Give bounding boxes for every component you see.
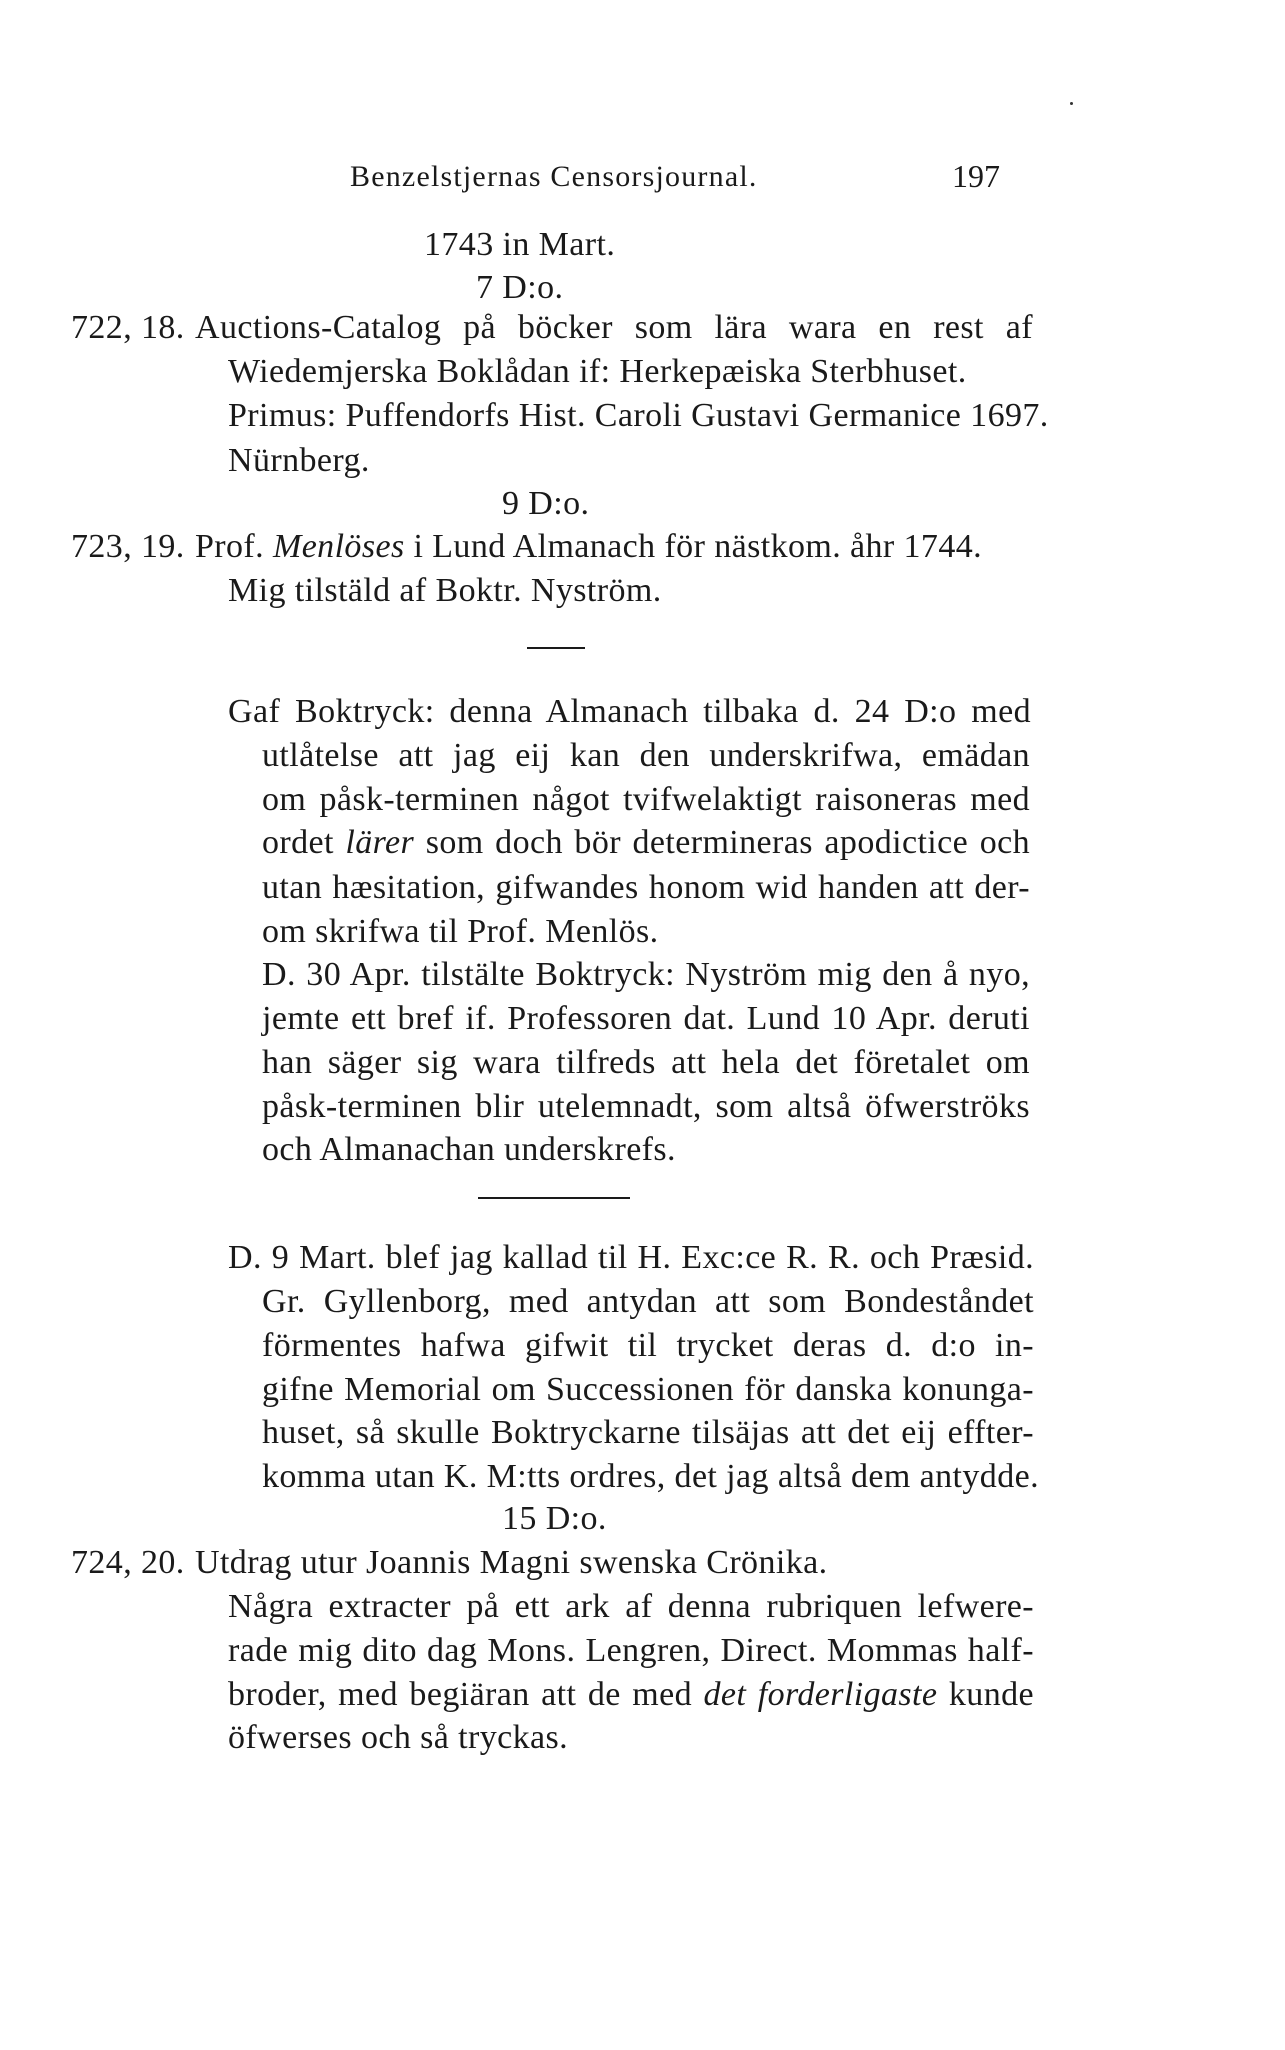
- entry-722-line-3: Primus: Puffendorfs Hist. Caroli Gustavi Germanice 1697.: [228, 397, 1049, 434]
- date-heading-9: 9 D:o.: [502, 485, 590, 522]
- note-1-line-3: om påsk-terminen något tvifwelaktigt raisoneras med: [262, 781, 1030, 818]
- entry-724-line-4: [228, 1675, 1034, 1715]
- entry-724-text-a: broder, med begiäran att de med: [228, 1676, 693, 1713]
- entry-722-line-4: Nürnberg.: [228, 442, 370, 479]
- entry-722-line-1: Auctions-Catalog på böcker som lära wara en rest af: [195, 309, 1033, 346]
- running-title: Benzelstjernas Censorsjournal.: [350, 160, 758, 193]
- entry-724-line-5: öfwerses och så tryckas.: [228, 1719, 569, 1756]
- note-2-line-2: Gr. Gyllenborg, med antydan att som Bondeståndet: [262, 1283, 1034, 1320]
- entry-724-line-1: Utdrag utur Joannis Magni swenska Crönika.: [195, 1544, 828, 1581]
- entry-723-name-italic: Menlöses: [272, 528, 405, 565]
- entry-723-line-1: [195, 527, 982, 567]
- note-1-line-11: och Almanachan underskrefs.: [262, 1131, 676, 1168]
- entry-number-723: 723, 19.: [71, 528, 185, 565]
- entry-number-724: 724, 20.: [71, 1544, 185, 1581]
- section-divider-long: [478, 1197, 630, 1199]
- entry-723-rest: i Lund Almanach för nästkom. åhr 1744.: [413, 528, 983, 565]
- note-1-line-4: [262, 823, 1030, 863]
- entry-724-line-3: rade mig dito dag Mons. Lengren, Direct. Mommas half-: [228, 1632, 1034, 1669]
- note-1-line-6: om skrifwa til Prof. Menlös.: [262, 913, 659, 950]
- entry-723-line-2: Mig tilstäld af Boktr. Nyström.: [228, 572, 662, 609]
- note-2-line-6: komma utan K. M:tts ordres, det jag altså dem antydde.: [262, 1458, 1039, 1495]
- speck-mark: [1070, 102, 1073, 105]
- entry-723-prof: Prof.: [195, 528, 265, 565]
- note-2-line-4: gifne Memorial om Successionen för danska konunga-: [262, 1371, 1034, 1408]
- entry-724-text-b: kunde: [948, 1676, 1034, 1713]
- note-1-line-1: Gaf Boktryck: denna Almanach tilbaka d. 24 D:o med: [228, 693, 1031, 730]
- section-divider-short: [527, 647, 585, 649]
- note-1-line-10: påsk-terminen blir utelemnadt, som altså öfwerströks: [262, 1088, 1030, 1125]
- note-1-larer-italic: lärer: [345, 824, 415, 861]
- note-2-line-3: förmentes hafwa gifwit til trycket deras d. d:o in-: [262, 1327, 1034, 1364]
- entry-number-722: 722, 18.: [71, 309, 185, 346]
- dateline-month: 1743 in Mart.: [424, 226, 616, 263]
- note-2-line-1: D. 9 Mart. blef jag kallad til H. Exc:ce R. R. och Præsid.: [228, 1239, 1034, 1276]
- note-1-line-7: D. 30 Apr. tilstälte Boktryck: Nyström mig den å nyo,: [262, 956, 1030, 993]
- entry-724-italic: det forderligaste: [703, 1676, 938, 1713]
- note-2-line-5: huset, så skulle Boktryckarne tilsäjas att det eij effter-: [262, 1414, 1034, 1451]
- date-heading-15: 15 D:o.: [502, 1500, 607, 1537]
- note-1-line-5: utan hæsitation, gifwandes honom wid handen att der-: [262, 869, 1030, 906]
- note-1-ordet: ordet: [262, 824, 334, 861]
- entry-724-line-2: Några extracter på ett ark af denna rubriquen lefwere-: [228, 1588, 1034, 1625]
- page-number: 197: [952, 158, 1000, 194]
- note-1-rest: som doch bör determineras apodictice och: [425, 824, 1030, 861]
- note-1-line-8: jemte ett bref if. Professoren dat. Lund 10 Apr. deruti: [262, 1000, 1030, 1037]
- date-heading-7: 7 D:o.: [476, 269, 564, 306]
- note-1-line-9: han säger sig wara tilfreds att hela det företalet om: [262, 1044, 1030, 1081]
- note-1-line-2: utlåtelse att jag eij kan den underskrifwa, emädan: [262, 737, 1030, 774]
- entry-722-line-2: Wiedemjerska Boklådan if: Herkepæiska Sterbhuset.: [228, 353, 967, 390]
